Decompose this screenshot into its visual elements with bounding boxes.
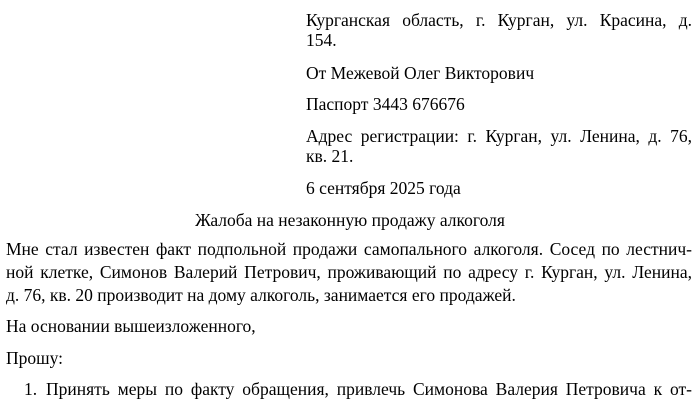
addressee-line-2: 154.: [306, 30, 337, 50]
document-date: 6 сентября 2025 года: [306, 178, 461, 198]
passport-line: Паспорт 3443 676676: [306, 94, 465, 114]
registration-line-2: кв. 21.: [306, 146, 354, 166]
list-item-text: Принять меры по факту обращения, привлечь Симонова Валерия Петровича к от-: [46, 379, 692, 399]
paragraph-1-line-3: д. 76, кв. 20 производит на дому алкоголь, занимается его продажей.: [6, 285, 516, 305]
sender-name: От Межевой Олег Викторович: [306, 63, 535, 83]
paragraph-1-line-2: ной клетке, Симонов Валерий Петрович, проживающий по адресу г. Курган, ул. Ленина,: [6, 262, 692, 282]
registration-line-1: Адрес регистрации: г. Курган, ул. Ленина, д. 76,: [306, 126, 692, 146]
paragraph-1-line-1: Мне стал известен факт подпольной продажи самопального алкоголя. Сосед по лестнич-: [6, 239, 692, 259]
request-label: Прошу:: [6, 348, 63, 368]
paragraph-2: На основании вышеизложенного,: [6, 316, 256, 336]
document-title: Жалоба на незаконную продажу алкоголя: [195, 210, 505, 230]
list-item-number: 1.: [24, 379, 38, 399]
addressee-line-1: Курганская область, г. Курган, ул. Красина, д.: [306, 10, 692, 30]
